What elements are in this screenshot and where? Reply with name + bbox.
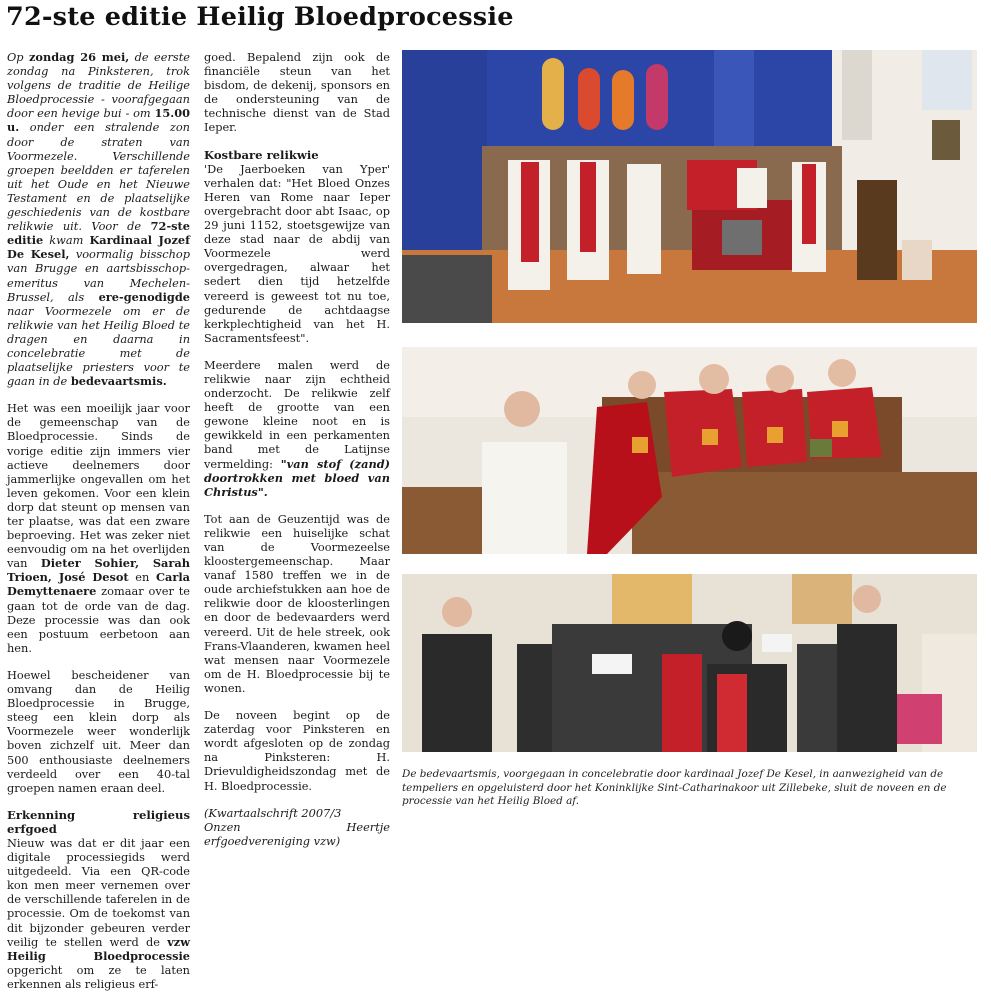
photo-altar-mass [402, 50, 977, 323]
text-column-2 [204, 50, 390, 861]
paragraph-noveen: De noveen begint op de zaterdag voor Pinksteren en wordt afgesloten op de zondag na Pinksteren: H. Drievuldigheidszondag met de H. Bloedprocessie. [204, 708, 390, 793]
text-column-1 [7, 50, 190, 1004]
paragraph-relic-size: Meerdere malen werd de relikwie naar zijn echtheid onderzocht. De relikwie zelf heeft de grootte van een gewone kleine noot en is gewikkeld in een perkamenten band met de Latijnse vermelding: "van stof (zand) doortrokken met bloed van Christus". [204, 357, 390, 499]
paragraph-support: goed. Bepalend zijn ook de financiële steun van het bisdom, de dekenij, sponsors en de ondersteuning van de technische dienst van de Stad Ieper. [204, 50, 390, 135]
intro-paragraph: Op zondag 26 mei, de eerste zondag na Pinksteren, trok volgens de traditie de Heilige Bloedprocessie - voorafgegaan door een hevige bui - om 15.00 u. onder een stralende zon door de straten van Voormezele. Verschillende groepen beeldden er taferelen uit het Oude en het Nieuwe Testament en de plaatselijke geschiedenis van de kostbare relikwie uit. Voor de 72-ste editie kwam Kardinaal Jozef De Kesel, voormalig bisschop van Brugge en aartsbisschop-emeritus van Mechelen-Brussel, als ere-genodigde naar Voormezele om er de relikwie van het Heilig Bloed te dragen en daarna in concelebratie met de plaatselijke priesters voor te gaan in de bedevaartsmis. [7, 50, 190, 389]
photo-choir [402, 574, 977, 752]
photo-templars [402, 347, 977, 554]
article-title: 72-ste editie Heilig Bloedprocessie [6, 2, 514, 32]
paragraph-comparison-brugge: Hoewel bescheidener van omvang dan de Heilig Bloedprocessie in Brugge, steeg een klein dorp als Voormezele weer wonderlijk boven zichzelf uit. Meer dan 500 enthousiaste deelnemers verdeeld over een 40-tal groepen namen eraan deel. [7, 667, 190, 795]
subheading-relikwie: Kostbare relikwie [204, 147, 319, 162]
photo-caption: De bedevaartsmis, voorgegaan in concelebratie door kardinaal Jozef De Kesel, in aanwezigheid van de tempeliers en opgeluisterd door het Koninklijke Sint-Catharinakoor uit Zillebeke, sluit de noveen en de processie van het Heilig Bloed af. [402, 768, 947, 808]
paragraph-digital-guide: Nieuw was dat er dit jaar een digitale processiegids werd uitgedeeld. Via een QR-code kon men meer vernemen over de verschillende taferelen in de processie. Om de toekomst van dit bijzonder gebeuren verder veilig te stellen werd de vzw Heilig Bloedprocessie opgericht om ze te laten erkennen als religieus erf- [7, 835, 190, 991]
paragraph-jaerboeken: 'De Jaerboeken van Yper' verhalen dat: "Het Bloed Onzes Heren van Rome naar Ieper overgebracht door abt Isaac, op 29 juni 1152, stoetsgewijze van deze stad naar de abdij van Voormezele werd overgedragen, alwaar het sedert dien tijd hetzelfde vereerd is geweest tot nu toe, gedurende de achtdaagse kerkplechtigheid van het H. Sacramentsfeest". [204, 161, 390, 345]
paragraph-difficult-year: Het was een moeilijk jaar voor de gemeenschap van de Bloedprocessie. Sinds de vorige editie zijn immers vier actieve deelnemers door jammerlijke ongevallen om het leven gekomen. Voor een klein dorp dat steunt op mensen van ter plaatse, was dat een zware beproeving. Het was zeker niet eenvoudig om na het overlijden van Dieter Sohier, Sarah Trioen, José Desot en Carla Demyttenaere zomaar over te gaan tot de orde van de dag. Deze processie was dan ook een postuum eerbetoon aan hen. [7, 401, 190, 655]
paragraph-geuzentijd: Tot aan de Geuzentijd was de relikwie een huiselijke schat van de Voormezeelse kloostergemeenschap. Maar vanaf 1580 treffen we in de oude archiefstukken aan hoe de relikwie door de kloosterlingen en door de bedevaarders werd vereerd. Uit de hele streek, ook Frans-Vlaanderen, kwamen heel wat mensen naar Voormezele om de H. Bloedprocessie bij te wonen. [204, 511, 390, 695]
source-credit: (Kwartaalschrift 2007/3 Onzen Heertje erfgoedvereniging vzw) [204, 805, 390, 848]
subheading-erfgoed: Erkenning religieus erfgoed [7, 807, 190, 836]
